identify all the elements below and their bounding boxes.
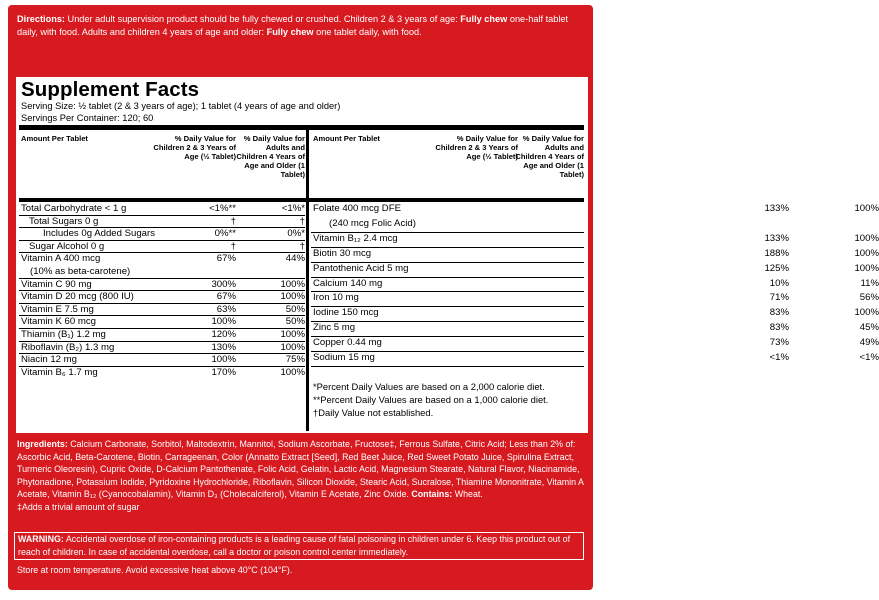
nutrient-name: Niacin 12 mg xyxy=(21,354,77,366)
nutrient-name: Iron 10 mg xyxy=(313,292,359,304)
nutrient-name: Calcium 140 mg xyxy=(313,277,383,289)
thick-rule-top xyxy=(19,125,584,130)
nutrient-row xyxy=(313,292,879,307)
directions-bold2: Fully chew xyxy=(266,27,314,38)
dv-adults: 100% xyxy=(854,307,879,319)
dv-adults: † xyxy=(299,240,305,252)
dv-adults: 11% xyxy=(860,277,879,289)
nutrient-row xyxy=(313,322,879,337)
nutrient-name: Total Sugars 0 g xyxy=(29,215,99,227)
right-dv-children-header: % Daily Value for Children 2 & 3 Years of Age (½ Tablet) xyxy=(435,134,518,161)
footnote-1000: **Percent Daily Values are based on a 1,000 calorie diet. xyxy=(313,394,549,405)
nutrient-name: Copper 0.44 mg xyxy=(313,337,382,349)
nutrient-name: Biotin 30 mcg xyxy=(313,247,372,259)
row-rule xyxy=(311,366,584,367)
dv-adults: 100% xyxy=(854,203,879,214)
dv-children: † xyxy=(230,215,236,227)
nutrient-row xyxy=(313,307,879,322)
storage-text: Store at room temperature. Avoid excessive heat above 40°C (104°F). xyxy=(17,565,293,575)
nutrient-name: (240 mcg Folic Acid) xyxy=(329,217,416,229)
warning-label: WARNING: xyxy=(18,534,64,544)
dv-children: 133% xyxy=(764,203,789,214)
dv-adults: <1% xyxy=(859,352,879,363)
dv-adults: 100% xyxy=(280,329,305,340)
nutrient-name: Sugar Alcohol 0 g xyxy=(29,240,105,252)
dv-children: 300% xyxy=(211,278,236,290)
serving-size: Serving Size: ½ tablet (2 & 3 years of age); 1 tablet (4 years of age and older) xyxy=(21,101,341,111)
contains-value: Wheat. xyxy=(452,489,483,500)
nutrient-name: Riboflavin (B₂) 1.3 mg xyxy=(21,341,115,353)
nutrient-row xyxy=(313,337,879,352)
nutrient-row xyxy=(21,253,305,266)
dv-children: 67% xyxy=(216,253,236,265)
nutrient-name: Vitamin K 60 mcg xyxy=(21,316,97,328)
thick-rule-left xyxy=(19,198,306,202)
dv-children: 63% xyxy=(216,303,236,315)
directions-text xyxy=(17,13,587,39)
supplement-facts-panel xyxy=(16,77,879,433)
nutrient-name: Vitamin B₁₂ 2.4 mcg xyxy=(313,232,398,244)
sugar-footnote: ‡Adds a trivial amount of sugar xyxy=(17,501,140,512)
nutrient-row xyxy=(313,262,879,278)
nutrient-name: Includes 0g Added Sugars xyxy=(43,228,156,240)
dv-children: 0%** xyxy=(214,228,236,240)
dv-children: 133% xyxy=(764,232,789,244)
dv-children: 125% xyxy=(764,262,789,274)
left-dv-adults-header: % Daily Value for Adults and Children 4 Years of Age and Older (1 Tablet) xyxy=(236,134,305,179)
dv-adults: 100% xyxy=(280,366,305,378)
dv-children: 188% xyxy=(764,247,789,259)
dv-children: <1%** xyxy=(209,203,236,214)
servings-per-container: Servings Per Container: 120; 60 xyxy=(21,112,154,123)
directions-label: Directions: xyxy=(17,14,65,24)
nutrient-name: Vitamin A 400 mcg xyxy=(21,253,101,265)
nutrient-name: (10% as beta-carotene) xyxy=(30,266,131,277)
dv-children: 100% xyxy=(211,316,236,328)
nutrient-name: Vitamin D 20 mcg (800 IU) xyxy=(21,291,134,303)
dv-adults: 100% xyxy=(854,247,879,259)
dv-adults: 44% xyxy=(285,253,305,265)
dv-children: 100% xyxy=(211,354,236,366)
thick-rule-right xyxy=(309,198,584,202)
footnote-2000: *Percent Daily Values are based on a 2,000 calorie diet. xyxy=(313,381,545,392)
warning-box xyxy=(14,532,584,560)
dv-adults: 45% xyxy=(859,322,879,334)
nutrient-name: Vitamin B₆ 1.7 mg xyxy=(21,366,98,378)
dv-adults: 100% xyxy=(280,278,305,290)
right-amount-header: Amount Per Tablet xyxy=(313,134,380,143)
nutrient-name: Total Carbohydrate < 1 g xyxy=(21,203,127,214)
nutrient-row xyxy=(313,352,879,367)
dv-children: 83% xyxy=(769,307,789,319)
ingredients-text xyxy=(17,438,589,514)
dv-adults: 100% xyxy=(854,232,879,244)
directions-part1: Under adult supervision product should be fully chewed or crushed. Children 2 & 3 years of age: xyxy=(65,14,461,24)
supplement-facts-title: Supplement Facts xyxy=(21,78,200,101)
nutrient-name: Vitamin C 90 mg xyxy=(21,278,92,290)
dv-children: <1% xyxy=(769,352,789,363)
dv-adults: 56% xyxy=(859,292,879,304)
nutrient-row xyxy=(313,277,879,293)
footnote-dv-not-established: †Daily Value not established. xyxy=(313,407,434,418)
column-divider xyxy=(306,130,309,431)
dv-children: 67% xyxy=(216,291,236,303)
dv-children: 170% xyxy=(211,366,236,378)
nutrient-name: Sodium 15 mg xyxy=(313,352,375,363)
nutrient-row xyxy=(21,367,305,380)
dv-adults: 0%* xyxy=(287,228,305,240)
nutrient-name: Vitamin E 7.5 mg xyxy=(21,303,94,315)
dv-adults: 75% xyxy=(285,354,305,366)
right-dv-adults-header: % Daily Value for Adults and Children 4 Years of Age and Older (1 Tablet) xyxy=(515,134,584,179)
serving-info xyxy=(21,101,340,124)
dv-children: 71% xyxy=(769,292,789,304)
dv-adults: 49% xyxy=(859,337,879,349)
dv-adults: 50% xyxy=(285,316,305,328)
warning-text: Accidental overdose of iron-containing products is a leading cause of fatal poisoning in children under 6. Keep this product out of reach of children. In case of accidental overdose, call a doctor or poison control center immediately. xyxy=(18,534,571,557)
dv-adults: <1%* xyxy=(281,203,305,214)
directions-bold1: Fully chew xyxy=(460,14,508,24)
dv-adults: 50% xyxy=(285,303,305,315)
nutrient-row xyxy=(313,218,584,233)
dv-children: 73% xyxy=(769,337,789,349)
nutrient-row xyxy=(313,247,879,263)
dv-children: † xyxy=(230,240,236,252)
dv-adults: 100% xyxy=(280,291,305,303)
nutrient-name: Iodine 150 mcg xyxy=(313,307,379,319)
nutrient-row xyxy=(313,232,879,248)
ingredients-list: Calcium Carbonate, Sorbitol, Maltodextrin, Mannitol, Sodium Ascorbate, Fructose‡, Ferrous Sulfate, Citric Acid; Less than 2% of: Ascorbic Acid, Beta-Carotene, Biotin, Carrageenan, Color (Annatto Extract [Seed], Red Beet Juice, Red Sweet Potato Juice, Spirulina Extract, Turmeric Oleoresin), Cupric Oxide, D-Calcium Pantothenate, Folic Acid, Gelatin, Lactic Acid, Magnesium Stearate, Natural Flavor, Niacinamide, Phytonadione, Potassium Iodide, Pyridoxine Hydrochloride, Riboflavin, Silicon Dioxide, Stearic Acid, Sucralose, Thiamine Mononitrate, Vitamin A Acetate, Vitamin B₁₂ (Cyanocobalamin), Vitamin D₃ (Cholecalciferol), Vitamin E Acetate, Zinc Oxide. xyxy=(17,439,584,500)
nutrient-name: Zinc 5 mg xyxy=(313,322,356,334)
ingredients-label: Ingredients: xyxy=(17,439,68,449)
dv-children: 10% xyxy=(769,277,789,289)
nutrient-name: Folate 400 mcg DFE xyxy=(313,203,401,214)
nutrient-row xyxy=(313,203,879,218)
left-dv-children-header: % Daily Value for Children 2 & 3 Years of Age (½ Tablet) xyxy=(153,134,236,161)
dv-children: 83% xyxy=(769,322,789,334)
dv-adults: 100% xyxy=(280,341,305,353)
dv-children: 120% xyxy=(211,329,236,340)
dv-children: 130% xyxy=(211,341,236,353)
nutrient-name: Thiamin (B₁) 1.2 mg xyxy=(21,329,106,340)
directions-part2: one-half tablet daily, with food. Adults and children 4 years of age and older: xyxy=(17,14,569,38)
left-amount-header: Amount Per Tablet xyxy=(21,134,88,143)
contains-label: Contains: xyxy=(411,489,453,500)
nutrient-name: Pantothenic Acid 5 mg xyxy=(313,262,409,274)
directions-part3: one tablet daily, with food. xyxy=(313,27,422,38)
dv-adults: 100% xyxy=(854,262,879,274)
dv-adults: † xyxy=(299,215,305,227)
